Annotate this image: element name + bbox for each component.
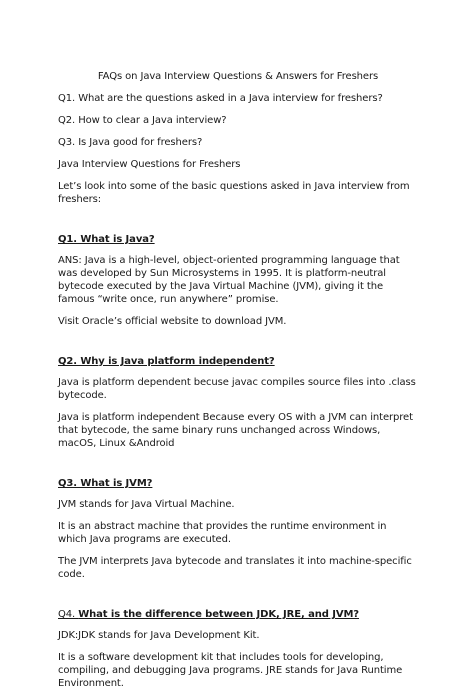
spacer — [58, 215, 418, 233]
q3-paragraph-3: The JVM interprets Java bytecode and translates it into machine-specific code. — [58, 556, 412, 580]
document-content — [58, 70, 418, 699]
q1-note: Visit Oracle’s official website to download JVM. — [58, 316, 287, 327]
q4-number: Q4. — [58, 609, 79, 620]
intro-question-1: Q1. What are the questions asked in a Java interview for freshers? — [58, 93, 383, 104]
intro-text: Let’s look into some of the basic questions asked in Java interview from freshers: — [58, 181, 410, 205]
spacer — [58, 459, 418, 477]
q3-heading: Q3. What is JVM? — [58, 478, 153, 489]
q1-heading: Q1. What is Java? — [58, 234, 155, 245]
document-title: FAQs on Java Interview Questions & Answers for Freshers — [97, 71, 379, 82]
q3-paragraph-2: It is an abstract machine that provides the runtime environment in which Java programs are executed. — [58, 521, 387, 545]
q2-paragraph-2: Java is platform independent Because every OS with a JVM can interpret that bytecode, the same binary runs unchanged across Windows, macOS, Linux &Android — [58, 412, 413, 449]
q4-heading — [58, 608, 418, 621]
intro-question-2: Q2. How to clear a Java interview? — [58, 115, 227, 126]
q4-heading-text: What is the difference between JDK, JRE, and JVM? — [78, 609, 360, 620]
q4-paragraph-2: It is a software development kit that includes tools for developing, compiling, and debugging Java programs. JRE stands for Java Runtime Environment. — [58, 652, 403, 689]
q3-paragraph-1: JVM stands for Java Virtual Machine. — [58, 499, 235, 510]
spacer — [58, 337, 418, 355]
q1-answer: ANS: Java is a high-level, object-oriented programming language that was developed by Sun Microsystems in 1995. It is platform-neutral bytecode executed by the Java Virtual Machine (JVM), giving it the famous “write once, run anywhere” promise. — [58, 255, 400, 305]
q2-paragraph-1: Java is platform dependent becuse javac compiles source files into .class bytecode. — [58, 377, 416, 401]
intro-question-3: Q3. Is Java good for freshers? — [58, 137, 203, 148]
q2-heading: Q2. Why is Java platform independent? — [58, 356, 275, 367]
spacer — [58, 590, 418, 608]
section-title: Java Interview Questions for Freshers — [58, 159, 241, 170]
q4-paragraph-1: JDK:JDK stands for Java Development Kit. — [58, 630, 260, 641]
